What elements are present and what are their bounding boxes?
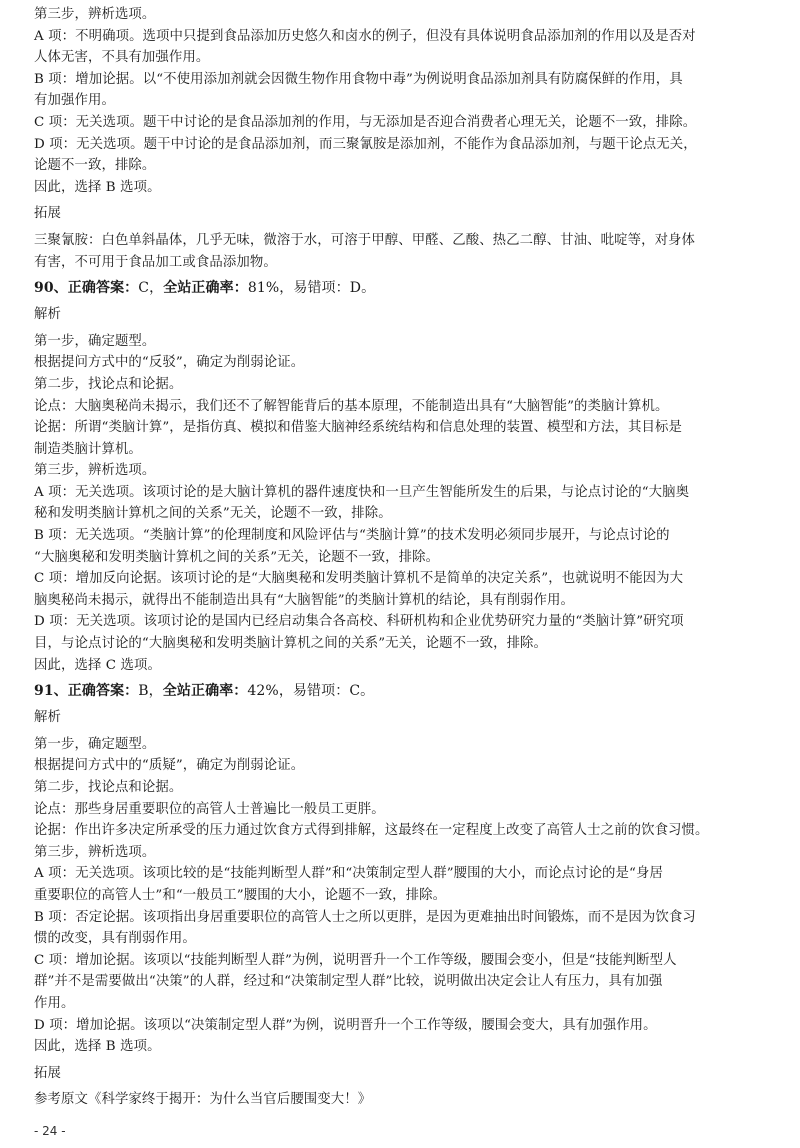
text-line: 脑奥秘尚未揭示，就得出不能制造出具有“大脑智能”的类脑计算机的结论，具有削弱作用。 [34, 592, 575, 608]
text-line: 第三步，辨析选项。 [34, 844, 156, 860]
text-line: B 项：增加论据。以“不使用添加剂就会因微生物作用食物中毒”为例说明食品添加剂具有防腐保鲜的作用，具 [34, 71, 683, 87]
q91-rate-label: 全站正确率： [162, 683, 248, 700]
text-line: 惯的改变，具有削弱作用。 [34, 931, 196, 947]
text-line: C 项：无关选项。题干中讨论的是食品添加剂的作用，与无添加是否迎合消费者心理无关，论题不一致，排除。 [34, 114, 697, 130]
text-line: 参考原文《科学家终于揭开：为什么当官后腰围变大！》 [34, 1092, 372, 1108]
text-line: C 项：增加反向论据。该项讨论的是“大脑奥秘和发明类脑计算机不是简单的决定关系”，也就说明不能因为大 [34, 571, 684, 587]
text-line: B 项：无关选项。“类脑计算”的伦理制度和风险评估与“类脑计算”的技术发明必须同步展开，与论点讨论的 [34, 528, 670, 544]
q91-answer: B， [138, 683, 163, 700]
text-line: 拓展 [34, 206, 61, 222]
q91-number: 91、正确答案： [34, 683, 139, 700]
q90-rate-label: 全站正确率： [163, 280, 248, 297]
q90-answer-heading [34, 277, 774, 299]
text-line: 第二步，找论点和论据。 [34, 376, 183, 392]
text-line: 根据提问方式中的“反驳”，确定为削弱论证。 [34, 355, 305, 371]
q90-answer: C， [138, 280, 164, 297]
text-line: A 项：无关选项。该项讨论的是大脑计算机的器件速度快和一旦产生智能所发生的后果，与论点讨论的“大脑奥 [34, 484, 690, 500]
text-line: 因此，选择 B 选项。 [34, 179, 161, 195]
text-line: 第三步，辨析选项。 [34, 463, 156, 479]
text-line: 重要职位的高管人士”和“一般员工”腰围的大小，论题不一致，排除。 [34, 887, 447, 903]
q91-analysis [34, 707, 774, 1111]
q91-rate-rest: 42%，易错项：C。 [247, 683, 375, 700]
text-line: 拓展 [34, 1065, 61, 1081]
text-line: “大脑奥秘和发明类脑计算机之间的关系”无关，论题不一致，排除。 [34, 549, 440, 565]
text-line: 论据：作出许多决定所承受的压力通过饮食方式得到排解，这最终在一定程度上改变了高管人士之前的饮食习惯。 [34, 823, 709, 839]
text-line: 论点：那些身居重要职位的高管人士普遍比一般员工更胖。 [34, 801, 385, 817]
page-number: - 24 - [34, 1124, 66, 1138]
text-line: 群”并不是需要做出“决策”的人群，经过和“决策制定型人群”比较，说明做出决定会让人有压力，具有加强 [34, 974, 663, 990]
q90-analysis [34, 304, 774, 676]
text-line: 解析 [34, 307, 61, 323]
text-line: B 项：否定论据。该项指出身居重要职位的高管人士之所以更胖，是因为更难抽出时间锻炼，而不是因为饮食习 [34, 909, 696, 925]
text-line: C 项：增加论据。该项以“技能判断型人群”为例，说明晋升一个工作等级，腰围会变小，但是“技能判断型人 [34, 952, 677, 968]
text-line: A 项：无关选项。该项比较的是“技能判断型人群”和“决策制定型人群”腰围的大小，而论点讨论的是“身居 [34, 866, 663, 882]
text-line: A 项：不明确项。选项中只提到食品添加历史悠久和卤水的例子，但没有具体说明食品添加剂的作用以及是否对 [34, 28, 696, 44]
text-line: 三聚氰胺：白色单斜晶体，几乎无味，微溶于水，可溶于甲醇、甲醛、乙酸、热乙二醇、甘油、吡啶等，对身体 [34, 232, 696, 248]
text-line: 有害，不可用于食品加工或食品添加物。 [34, 254, 277, 270]
q90-number: 90、正确答案： [34, 280, 139, 297]
text-line: 因此，选择 C 选项。 [34, 657, 161, 673]
text-line: 论点：大脑奥秘尚未揭示，我们还不了解智能背后的基本原理，不能制造出具有“大脑智能”的类脑计算机。 [34, 398, 669, 414]
text-line: 有加强作用。 [34, 93, 115, 109]
text-line: 第一步，确定题型。 [34, 333, 156, 349]
text-line: D 项：无关选项。该项讨论的是国内已经启动集合各高校、科研机构和企业优势研究力量的“类脑计算”研究项 [34, 614, 684, 630]
text-line: 因此，选择 B 选项。 [34, 1039, 161, 1055]
text-line: 第一步，确定题型。 [34, 736, 156, 752]
text-line: 解析 [34, 710, 61, 726]
text-line: 论题不一致，排除。 [34, 158, 156, 174]
text-line: 目，与论点讨论的“大脑奥秘和发明类脑计算机之间的关系”无关，论题不一致，排除。 [34, 636, 548, 652]
text-line: D 项：增加论据。该项以“决策制定型人群”为例，说明晋升一个工作等级，腰围会变大，具有加强作用。 [34, 1017, 657, 1033]
text-line: 根据提问方式中的“质疑”，确定为削弱论证。 [34, 758, 305, 774]
text-line: 制造类脑计算机。 [34, 441, 142, 457]
q91-answer-heading [34, 680, 774, 702]
text-line: 第三步，辨析选项。 [34, 7, 156, 22]
q89-analysis-tail [34, 4, 774, 273]
text-line: 作用。 [34, 995, 75, 1011]
text-line: 论据：所谓“类脑计算”，是指仿真、模拟和借鉴大脑神经系统结构和信息处理的装置、模型和方法，其目标是 [34, 420, 682, 436]
text-line: 人体无害，不具有加强作用。 [34, 50, 210, 66]
text-line: 第二步，找论点和论据。 [34, 780, 183, 795]
text-line: D 项：无关选项。题干中讨论的是食品添加剂，而三聚氰胺是添加剂，不能作为食品添加剂，与题干论点无关， [34, 136, 697, 152]
text-line: 秘和发明类脑计算机之间的关系”无关，论题不一致，排除。 [34, 506, 392, 522]
document-page [34, 4, 774, 1111]
q90-rate-rest: 81%，易错项：D。 [247, 280, 376, 297]
